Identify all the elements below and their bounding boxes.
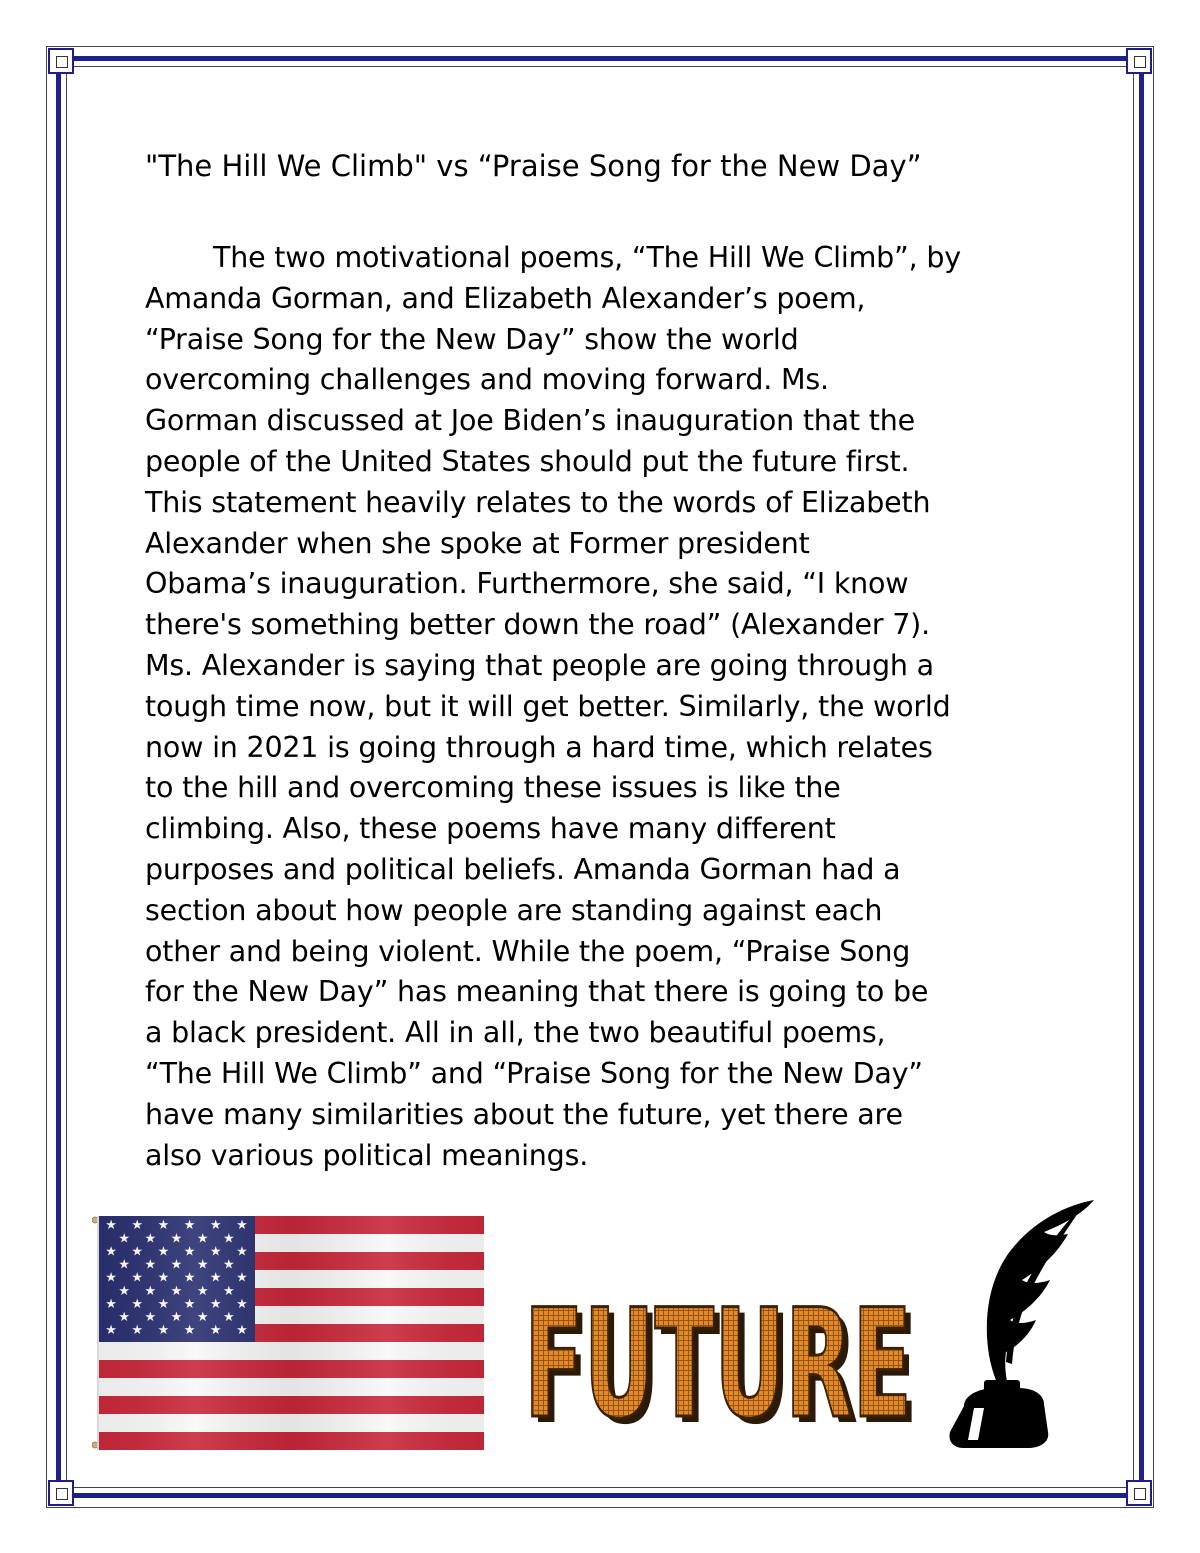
paragraph-line: other and being violent. While the poem, “Praise Song: [145, 934, 911, 968]
paragraph-line: to the hill and overcoming these issues is like the: [145, 771, 841, 805]
document-title: "The Hill We Climb" vs “Praise Song for the New Day”: [145, 149, 922, 183]
paragraph-line: for the New Day” has meaning that there is going to be: [145, 975, 929, 1009]
us-flag-icon: [92, 1214, 484, 1450]
paragraph-line: “Praise Song for the New Day” show the world: [145, 322, 799, 356]
paragraph-line: overcoming challenges and moving forward. Ms.: [145, 363, 829, 397]
quill-inkwell-icon: [944, 1196, 1104, 1451]
border-corner-bottom-right: [1126, 1480, 1152, 1506]
paragraph-line: there's something better down the road” (Alexander 7).: [145, 608, 930, 642]
paragraph-line: Gorman discussed at Joe Biden’s inauguration that the: [145, 404, 915, 438]
paragraph-line: Ms. Alexander is saying that people are going through a: [145, 648, 934, 682]
paragraph-line: have many similarities about the future, yet there are: [145, 1097, 903, 1131]
border-corner-bottom-left: [48, 1480, 74, 1506]
paragraph-line: Obama’s inauguration. Furthermore, she said, “I know: [145, 567, 909, 601]
paragraph-line: This statement heavily relates to the words of Elizabeth: [145, 485, 931, 519]
paragraph-line: people of the United States should put the future first.: [145, 444, 910, 478]
border-corner-top-right: [1126, 48, 1152, 74]
paragraph-line: “The Hill We Climb” and “Praise Song for the New Day”: [145, 1056, 923, 1090]
paragraph-line: a black president. All in all, the two beautiful poems,: [145, 1016, 886, 1050]
paragraph-line: now in 2021 is going through a hard time, which relates: [145, 730, 933, 764]
paragraph-line: tough time now, but it will get better. Similarly, the world: [145, 689, 951, 723]
paragraph-line: climbing. Also, these poems have many different: [145, 812, 836, 846]
paragraph-line: Alexander when she spoke at Former president: [145, 526, 810, 560]
paragraph-line: purposes and political beliefs. Amanda Gorman had a: [145, 852, 901, 886]
future-word: FUTURE: [524, 1278, 912, 1430]
paragraph-line: also various political meanings.: [145, 1138, 589, 1172]
border-corner-top-left: [48, 48, 74, 74]
future-word-art: [518, 1250, 918, 1430]
future-word-shadow: FUTURE: [530, 1284, 918, 1430]
paragraph-line: The two motivational poems, “The Hill We Climb”, by: [213, 241, 961, 274]
body-paragraph: [145, 238, 1075, 1176]
paragraph-line: Amanda Gorman, and Elizabeth Alexander’s poem,: [145, 281, 866, 315]
paragraph-line: section about how people are standing against each: [145, 893, 883, 927]
